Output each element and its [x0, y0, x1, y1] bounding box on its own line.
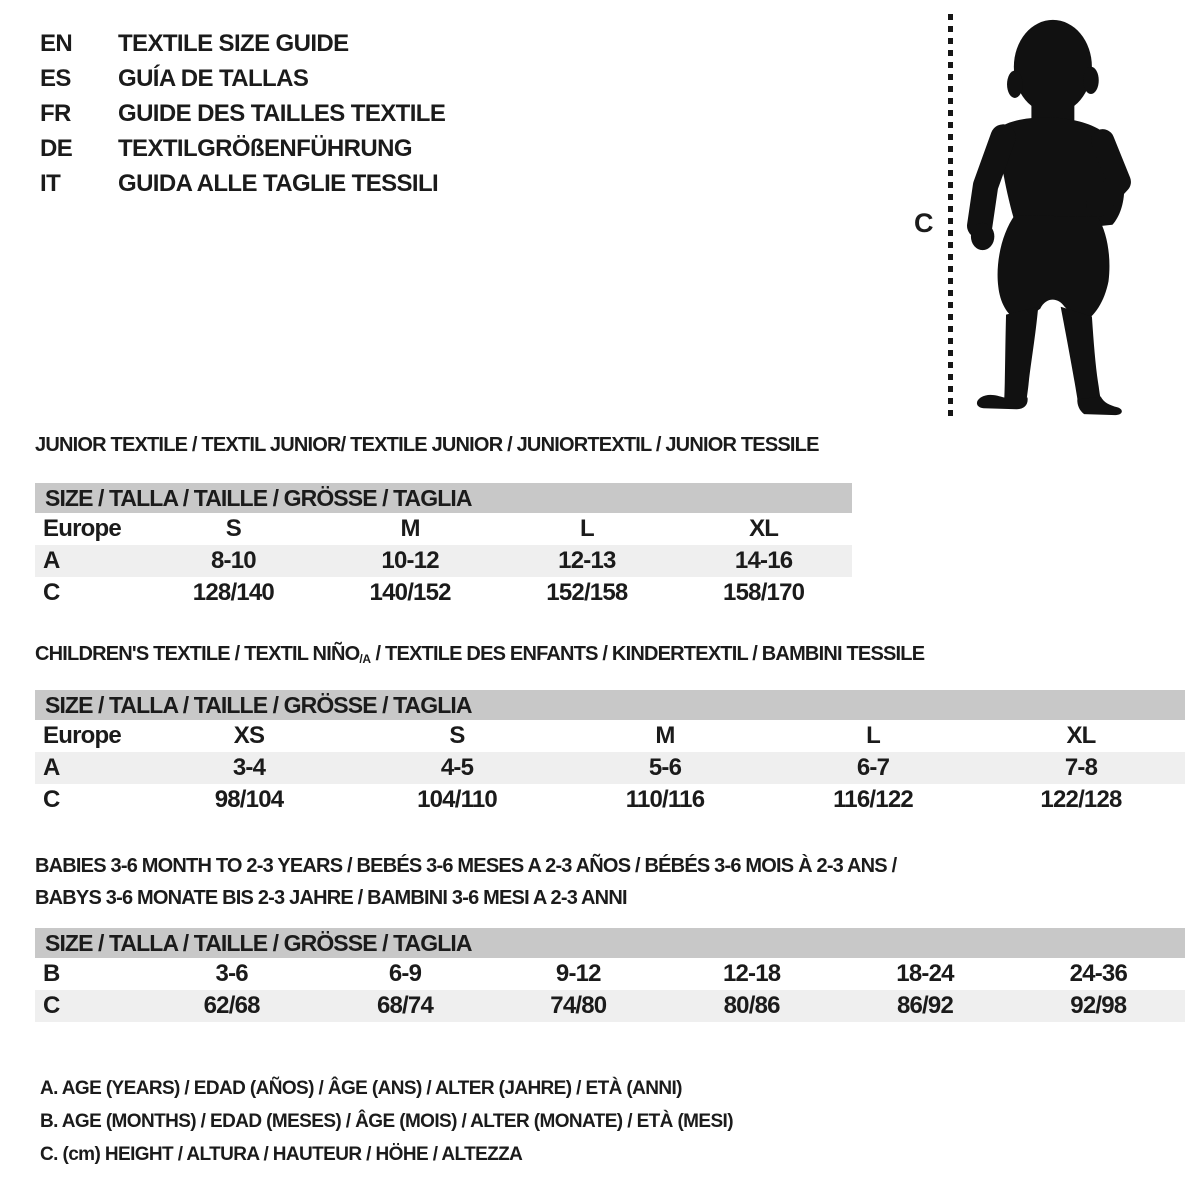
language-code: DE [40, 135, 73, 162]
babies-size-table [35, 958, 1185, 1022]
age-cell: 3-4 [232, 754, 266, 781]
legend-height-cm: C. (cm) HEIGHT / ALTURA / HAUTEUR / HÖHE / ALTEZZA [40, 1144, 523, 1165]
guide-title-it: GUIDA ALLE TAGLIE TESSILI [118, 170, 439, 197]
children-size-table [35, 720, 1185, 816]
table-row-europe [35, 513, 852, 545]
height-cell: 104/110 [417, 786, 497, 813]
size-cell: L [866, 722, 880, 749]
age-cell: 6-7 [856, 754, 890, 781]
row-label: A [43, 547, 60, 574]
row-label: B [43, 960, 60, 987]
size-cell: S [449, 722, 465, 749]
language-code: ES [40, 65, 71, 92]
language-title-list [40, 26, 445, 201]
table-row-europe [35, 720, 1185, 752]
age-cell: 12-18 [722, 960, 781, 987]
height-cell: 140/152 [369, 579, 451, 606]
children-size-header-bar: SIZE / TALLA / TAILLE / GRÖSSE / TAGLIA [35, 690, 1185, 720]
babies-section-title-line1: BABIES 3-6 MONTH TO 2-3 YEARS / BEBÉS 3-6 MESES A 2-3 AÑOS / BÉBÉS 3-6 MOIS À 2-3 ANS / [35, 855, 897, 877]
size-cell: L [579, 515, 594, 542]
table-row-age-months [35, 958, 1185, 990]
size-cell: S [225, 515, 241, 542]
row-label: A [43, 754, 60, 781]
language-row-fr [40, 96, 445, 131]
language-code: FR [40, 100, 71, 127]
size-cell: XS [233, 722, 265, 749]
age-cell: 10-12 [381, 547, 439, 574]
legend-age-years: A. AGE (YEARS) / EDAD (AÑOS) / ÂGE (ANS) / ALTER (JAHRE) / ETÀ (ANNI) [40, 1078, 682, 1099]
age-cell: 12-13 [558, 547, 616, 574]
language-code: EN [40, 30, 73, 57]
age-cell: 3-6 [215, 960, 248, 987]
row-label: Europe [43, 515, 121, 542]
age-cell: 5-6 [648, 754, 682, 781]
children-title-suffix: /A [359, 652, 371, 666]
legend-age-months: B. AGE (MONTHS) / EDAD (MESES) / ÂGE (MOIS) / ALTER (MONATE) / ETÀ (MESI) [40, 1111, 733, 1132]
age-cell: 6-9 [388, 960, 422, 987]
height-cell: 80/86 [723, 992, 780, 1019]
height-cell: 116/122 [833, 786, 913, 813]
table-row-height [35, 577, 852, 609]
height-cell: 62/68 [203, 992, 260, 1019]
babies-section-title-line2: BABYS 3-6 MONATE BIS 2-3 JAHRE / BAMBINI 3-6 MESI A 2-3 ANNI [35, 887, 627, 909]
age-cell: 14-16 [734, 547, 793, 574]
row-label: C [43, 992, 60, 1019]
table-row-age [35, 752, 1185, 784]
guide-title-es: GUÍA DE TALLAS [118, 65, 309, 92]
size-cell: XL [1066, 722, 1096, 749]
language-row-es [40, 61, 445, 96]
junior-textile-section [35, 433, 852, 606]
height-cell: 128/140 [192, 579, 274, 606]
height-cell: 68/74 [376, 992, 434, 1019]
height-cell: 92/98 [1070, 992, 1127, 1019]
row-label: Europe [43, 722, 121, 749]
children-title-post: / TEXTILE DES ENFANTS / KINDERTEXTIL / BAMBINI TESSILE [370, 643, 925, 665]
height-cell: 122/128 [1040, 786, 1122, 813]
language-row-de [40, 131, 445, 166]
guide-title-en: TEXTILE SIZE GUIDE [118, 30, 349, 57]
babies-size-header-bar: SIZE / TALLA / TAILLE / GRÖSSE / TAGLIA [35, 928, 1185, 958]
size-cell: M [655, 722, 675, 749]
children-textile-section [35, 642, 1185, 813]
table-row-height [35, 990, 1185, 1022]
measure-c-label: C [914, 208, 933, 238]
guide-title-de: TEXTILGRÖßENFÜHRUNG [118, 135, 412, 162]
junior-section-title: JUNIOR TEXTILE / TEXTIL JUNIOR/ TEXTILE JUNIOR / JUNIORTEXTIL / JUNIOR TESSILE [35, 434, 819, 456]
table-row-age [35, 545, 852, 577]
age-cell: 18-24 [896, 960, 954, 987]
junior-size-header-bar: SIZE / TALLA / TAILLE / GRÖSSE / TAGLIA [35, 483, 852, 513]
guide-title-fr: GUIDE DES TAILLES TEXTILE [118, 100, 446, 127]
height-cell: 74/80 [550, 992, 607, 1019]
height-cell: 98/104 [214, 786, 284, 813]
junior-size-table [35, 513, 852, 609]
height-cell: 110/116 [625, 786, 705, 813]
measurement-legend [40, 1072, 733, 1171]
height-cell: 158/170 [723, 579, 805, 606]
height-cell: 86/92 [896, 992, 953, 1019]
toddler-silhouette-icon [958, 16, 1138, 418]
table-row-height [35, 784, 1185, 816]
size-cell: M [400, 515, 420, 542]
row-label: C [43, 579, 60, 606]
babies-textile-section [35, 853, 1185, 1019]
size-cell: XL [749, 515, 779, 542]
row-label: C [43, 786, 60, 813]
age-cell: 9-12 [555, 960, 601, 987]
children-section-title [35, 642, 1185, 671]
language-code: IT [40, 170, 61, 197]
height-cell: 152/158 [546, 579, 628, 606]
height-measure-dashed-line [948, 14, 953, 416]
age-cell: 7-8 [1064, 754, 1098, 781]
age-cell: 8-10 [210, 547, 256, 574]
language-row-en [40, 26, 445, 61]
children-title-pre: CHILDREN'S TEXTILE / TEXTIL NIÑO [35, 643, 360, 665]
language-row-it [40, 166, 445, 201]
age-cell: 24-36 [1069, 960, 1127, 987]
age-cell: 4-5 [440, 754, 474, 781]
